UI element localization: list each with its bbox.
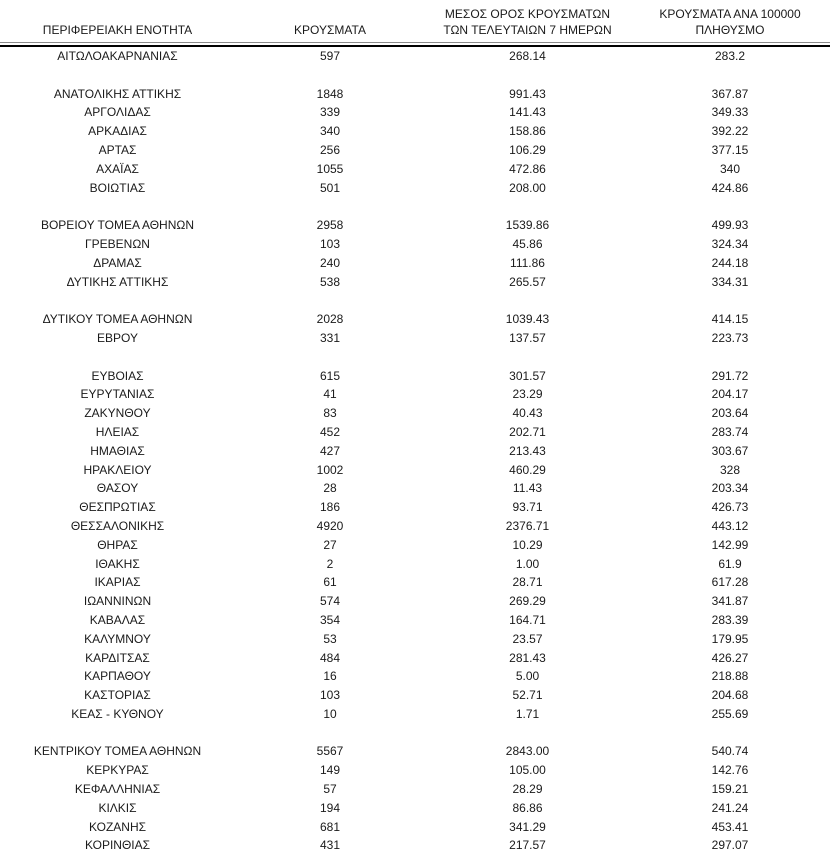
table-row: [0, 423, 830, 442]
cell-cases: 83: [323, 406, 337, 421]
cell-avg7: 5.00: [515, 669, 540, 684]
table-header-row: [0, 0, 830, 42]
cell-per100k: 540.74: [711, 744, 749, 759]
cell-cases: 194: [319, 800, 341, 815]
cell-cases: 61: [323, 575, 337, 590]
cell-per100k: 223.73: [711, 330, 749, 345]
cell-cases: 186: [319, 500, 341, 515]
table-row: [0, 517, 830, 536]
cell-region: ΑΝΑΤΟΛΙΚΗΣ ΑΤΤΙΚΗΣ: [53, 86, 182, 101]
cell-per100k: 204.68: [711, 688, 749, 703]
cell-avg7: 164.71: [509, 612, 546, 627]
table-row: [0, 367, 830, 386]
cell-per100k: 426.27: [711, 650, 749, 665]
cell-region: ΘΗΡΑΣ: [97, 537, 138, 552]
column-header-avg7-line1: ΜΕΣΟΣ ΟΡΟΣ ΚΡΟΥΣΜΑΤΩΝ: [444, 7, 611, 21]
cell-per100k: 203.64: [711, 406, 749, 421]
table-row: [0, 836, 830, 855]
cell-cases: 574: [319, 594, 341, 609]
column-header-avg7: [425, 6, 630, 42]
cell-per100k: 443.12: [711, 518, 749, 533]
cell-per100k: 142.76: [711, 763, 749, 778]
cell-per100k: 367.87: [711, 86, 749, 101]
cell-region: ΚΕΡΚΥΡΑΣ: [86, 763, 149, 778]
cell-per100k: 453.41: [711, 819, 749, 834]
cell-cases: 2: [326, 556, 334, 571]
cell-avg7: 93.71: [512, 500, 543, 515]
table-body: [0, 47, 830, 855]
table-row: [0, 799, 830, 818]
table-row: [0, 780, 830, 799]
column-header-cases: [235, 22, 425, 42]
row-spacer: [0, 197, 830, 216]
cell-avg7: 45.86: [512, 236, 543, 251]
table-row: [0, 442, 830, 461]
cell-region: ΚΑΡΠΑΘΟΥ: [84, 669, 151, 684]
cell-region: ΙΘΑΚΗΣ: [95, 556, 140, 571]
cell-avg7: 28.71: [512, 575, 543, 590]
cell-avg7: 86.86: [512, 800, 543, 815]
cell-avg7: 1.00: [515, 556, 540, 571]
cell-region: ΚΑΣΤΟΡΙΑΣ: [84, 688, 151, 703]
cell-per100k: 218.88: [711, 669, 749, 684]
cell-avg7: 11.43: [512, 481, 543, 496]
cell-cases: 2958: [316, 218, 344, 233]
cell-region: ΓΡΕΒΕΝΩΝ: [85, 236, 150, 251]
cell-avg7: 2843.00: [505, 744, 550, 759]
cell-per100k: 499.93: [711, 218, 749, 233]
row-spacer: [0, 291, 830, 310]
cell-region: ΚΑΡΔΙΤΣΑΣ: [85, 650, 150, 665]
table-row: [0, 179, 830, 198]
table-row: [0, 47, 830, 66]
cell-avg7: 301.57: [509, 368, 546, 383]
table-row: [0, 216, 830, 235]
cell-cases: 331: [319, 330, 341, 345]
cell-avg7: 213.43: [509, 443, 546, 458]
cell-avg7: 472.86: [509, 161, 546, 176]
cell-cases: 340: [319, 124, 341, 139]
cell-per100k: 340: [719, 161, 741, 176]
cell-cases: 538: [319, 274, 341, 289]
cell-cases: 10: [323, 706, 337, 721]
cell-cases: 2028: [316, 312, 344, 327]
cell-region: ΙΩΑΝΝΙΝΩΝ: [83, 594, 152, 609]
cell-avg7: 158.86: [509, 124, 546, 139]
cell-avg7: 208.00: [509, 180, 546, 195]
table-row: [0, 461, 830, 480]
cell-region: ΕΥΒΟΙΑΣ: [91, 368, 144, 383]
cell-region: ΔΥΤΙΚΟΥ ΤΟΜΕΑ ΑΘΗΝΩΝ: [42, 312, 193, 327]
cell-per100k: 283.2: [714, 49, 746, 63]
cell-region: ΗΜΑΘΙΑΣ: [90, 443, 145, 458]
cell-region: ΚΙΛΚΙΣ: [98, 800, 137, 815]
cell-region: ΘΑΣΟΥ: [96, 481, 139, 496]
cell-cases: 53: [323, 631, 337, 646]
table-row: [0, 818, 830, 837]
cell-avg7: 52.71: [512, 688, 543, 703]
cell-cases: 681: [319, 819, 341, 834]
cell-per100k: 324.34: [711, 236, 749, 251]
cell-per100k: 159.21: [711, 782, 749, 797]
cell-cases: 41: [323, 387, 337, 402]
table-row: [0, 592, 830, 611]
cell-cases: 615: [319, 368, 341, 383]
cell-cases: 240: [319, 255, 341, 270]
cell-region: ΗΡΑΚΛΕΙΟΥ: [83, 462, 152, 477]
cell-cases: 339: [319, 105, 341, 120]
column-header-per100k: [630, 6, 830, 42]
cell-avg7: 1039.43: [505, 312, 550, 327]
cell-avg7: 10.29: [512, 537, 543, 552]
cell-cases: 28: [323, 481, 337, 496]
cell-avg7: 40.43: [512, 406, 543, 421]
cell-cases: 1848: [316, 86, 344, 101]
table-row: [0, 630, 830, 649]
cell-per100k: 241.24: [711, 800, 749, 815]
cell-cases: 57: [323, 782, 337, 797]
cell-per100k: 204.17: [711, 387, 749, 402]
cell-region: ΚΑΛΥΜΝΟΥ: [84, 631, 151, 646]
table-row: [0, 235, 830, 254]
column-header-region: [0, 22, 235, 42]
table-row: [0, 705, 830, 724]
table-row: [0, 310, 830, 329]
table-row: [0, 479, 830, 498]
cell-per100k: 203.34: [711, 481, 749, 496]
cell-region: ΘΕΣΣΑΛΟΝΙΚΗΣ: [70, 518, 165, 533]
cell-avg7: 202.71: [509, 424, 546, 439]
cell-avg7: 111.86: [510, 255, 545, 270]
table-row: [0, 611, 830, 630]
table-row: [0, 742, 830, 761]
cell-cases: 484: [319, 650, 341, 665]
cell-per100k: 291.72: [711, 368, 749, 383]
table-row: [0, 573, 830, 592]
cell-region: ΘΕΣΠΡΩΤΙΑΣ: [79, 500, 156, 515]
table-row: [0, 329, 830, 348]
table-row: [0, 85, 830, 104]
cell-region: ΚΟΡΙΝΘΙΑΣ: [84, 838, 151, 853]
column-header-per100k-line1: ΚΡΟΥΣΜΑΤΑ ΑΝΑ 100000: [659, 7, 801, 21]
cell-per100k: 297.07: [711, 838, 749, 853]
cell-avg7: 1.71: [515, 706, 540, 721]
cell-region: ΑΡΤΑΣ: [98, 142, 137, 157]
cell-cases: 256: [319, 142, 341, 157]
cell-per100k: 179.95: [711, 631, 749, 646]
table-row: [0, 667, 830, 686]
cell-avg7: 217.57: [509, 838, 546, 853]
cell-avg7: 991.43: [509, 86, 546, 101]
cell-avg7: 281.43: [509, 650, 546, 665]
header-rule-thin: [0, 42, 830, 43]
table-row: [0, 498, 830, 517]
cell-avg7: 265.57: [509, 274, 546, 289]
cell-avg7: 268.14: [509, 49, 546, 63]
cell-cases: 427: [319, 443, 341, 458]
cell-per100k: 283.39: [711, 612, 749, 627]
table-row: [0, 103, 830, 122]
cell-per100k: 392.22: [711, 124, 749, 139]
cell-per100k: 341.87: [711, 594, 749, 609]
table-row: [0, 273, 830, 292]
cell-per100k: 377.15: [711, 142, 749, 157]
cell-avg7: 23.29: [512, 387, 543, 402]
cell-per100k: 255.69: [711, 706, 749, 721]
table-row: [0, 649, 830, 668]
table-row: [0, 761, 830, 780]
cell-region: ΕΥΡΥΤΑΝΙΑΣ: [80, 387, 155, 402]
cell-region: ΒΟΙΩΤΙΑΣ: [89, 180, 146, 195]
cell-region: ΚΕΦΑΛΛΗΝΙΑΣ: [74, 782, 161, 797]
cell-cases: 5567: [316, 744, 344, 759]
column-header-avg7-line2: ΤΩΝ ΤΕΛΕΥΤΑΙΩΝ 7 ΗΜΕΡΩΝ: [443, 23, 612, 37]
cell-region: ΑΡΚΑΔΙΑΣ: [88, 124, 147, 139]
table-row: [0, 536, 830, 555]
cell-cases: 452: [319, 424, 341, 439]
cell-region: ΚΑΒΑΛΑΣ: [89, 612, 146, 627]
row-spacer: [0, 66, 830, 85]
cell-cases: 16: [323, 669, 337, 684]
cell-avg7: 106.29: [509, 142, 546, 157]
table-row: [0, 686, 830, 705]
cell-per100k: 328: [719, 462, 741, 477]
cell-region: ΖΑΚΥΝΘΟΥ: [84, 406, 151, 421]
cell-cases: 4920: [316, 518, 344, 533]
table-row: [0, 122, 830, 141]
cell-region: ΚΕΝΤΡΙΚΟΥ ΤΟΜΕΑ ΑΘΗΝΩΝ: [33, 744, 202, 759]
cell-avg7: 141.43: [509, 105, 546, 120]
cell-avg7: 460.29: [509, 462, 546, 477]
cell-region: ΑΡΓΟΛΙΔΑΣ: [84, 105, 151, 120]
table-row: [0, 404, 830, 423]
table-row: [0, 254, 830, 273]
table-row: [0, 141, 830, 160]
cell-cases: 597: [319, 49, 341, 63]
cell-per100k: 303.67: [711, 443, 749, 458]
cell-region: ΙΚΑΡΙΑΣ: [94, 575, 141, 590]
cell-region: ΔΥΤΙΚΗΣ ΑΤΤΙΚΗΣ: [66, 274, 169, 289]
column-header-per100k-line2: ΠΛΗΘΥΣΜΟ: [695, 23, 765, 37]
cell-avg7: 105.00: [509, 763, 546, 778]
cell-per100k: 283.74: [711, 424, 749, 439]
cell-region: ΚΟΖΑΝΗΣ: [88, 819, 147, 834]
cell-per100k: 142.99: [711, 537, 749, 552]
cell-per100k: 424.86: [711, 180, 749, 195]
cell-per100k: 414.15: [711, 312, 749, 327]
column-header-region-label: ΠΕΡΙΦΕΡΕΙΑΚΗ ΕΝΟΤΗΤΑ: [42, 23, 193, 37]
cell-region: ΔΡΑΜΑΣ: [93, 255, 142, 270]
cell-avg7: 2376.71: [505, 518, 550, 533]
cell-avg7: 341.29: [509, 819, 546, 834]
cell-cases: 1002: [316, 462, 344, 477]
cell-region: ΑΙΤΩΛΟΑΚΑΡΝΑΝΙΑΣ: [57, 49, 178, 63]
cell-avg7: 137.57: [509, 330, 546, 345]
cell-region: ΕΒΡΟΥ: [97, 330, 138, 345]
cell-region: ΚΕΑΣ - ΚΥΘΝΟΥ: [71, 706, 164, 721]
cell-avg7: 23.57: [512, 631, 543, 646]
cell-per100k: 61.9: [718, 556, 742, 571]
cell-cases: 431: [319, 838, 341, 853]
cell-per100k: 426.73: [711, 500, 749, 515]
cell-region: ΗΛΕΙΑΣ: [95, 424, 140, 439]
cell-region: ΒΟΡΕΙΟΥ ΤΟΜΕΑ ΑΘΗΝΩΝ: [40, 218, 195, 233]
cell-per100k: 334.31: [711, 274, 749, 289]
cell-cases: 103: [319, 688, 341, 703]
table-row: [0, 160, 830, 179]
cell-cases: 27: [323, 537, 337, 552]
cell-per100k: 349.33: [711, 105, 749, 120]
column-header-cases-label: ΚΡΟΥΣΜΑΤΑ: [294, 23, 366, 37]
cell-cases: 354: [319, 612, 341, 627]
row-spacer: [0, 724, 830, 743]
cell-per100k: 617.28: [711, 575, 749, 590]
table-row: [0, 385, 830, 404]
cell-avg7: 269.29: [509, 594, 546, 609]
cell-avg7: 1539.86: [505, 218, 550, 233]
cell-cases: 1055: [316, 161, 344, 176]
cell-cases: 149: [319, 763, 341, 778]
cell-region: ΑΧΑΪΑΣ: [96, 161, 139, 176]
cell-cases: 501: [319, 180, 341, 195]
row-spacer: [0, 348, 830, 367]
table-row: [0, 555, 830, 574]
cell-avg7: 28.29: [512, 782, 543, 797]
cell-per100k: 244.18: [711, 255, 749, 270]
cell-cases: 103: [319, 236, 341, 251]
